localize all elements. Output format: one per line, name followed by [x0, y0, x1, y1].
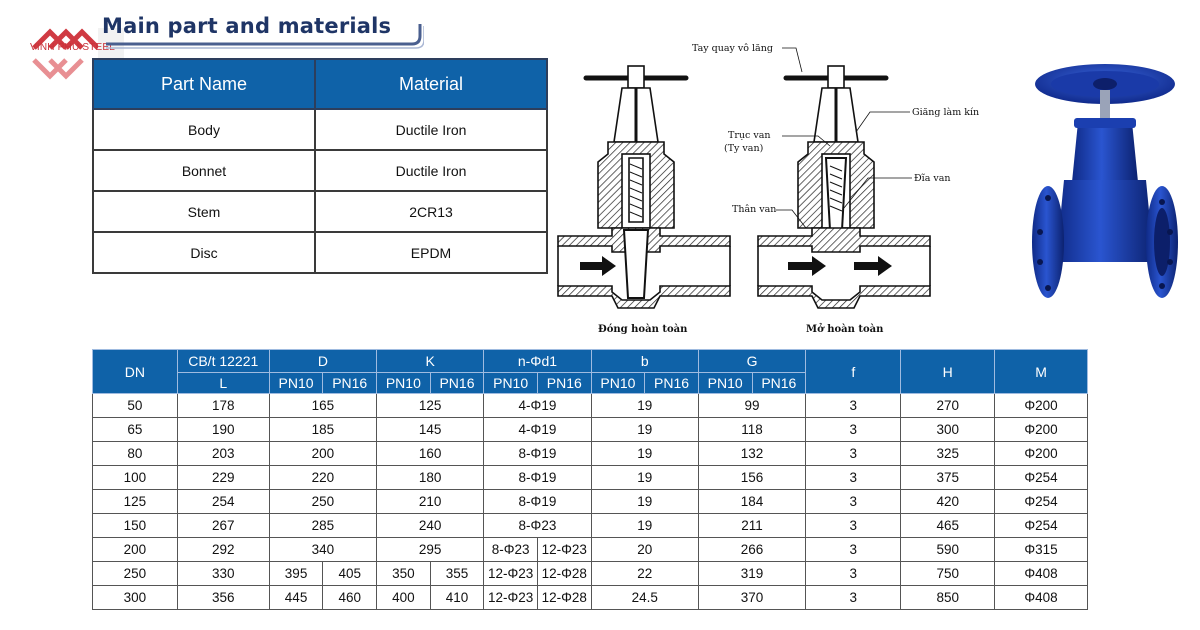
k-cell: 160: [377, 442, 484, 466]
column-header-standard: CB/t 12221: [177, 350, 269, 373]
material-cell: Ductile Iron: [315, 109, 547, 150]
k-cell: 180: [377, 466, 484, 490]
b-cell: 20: [591, 538, 698, 562]
dn-cell: 250: [93, 562, 178, 586]
column-header-l: L: [177, 373, 269, 394]
column-header-part-name: Part Name: [93, 59, 315, 109]
k-cell: 240: [377, 514, 484, 538]
m-cell: Φ408: [995, 562, 1088, 586]
k-cell: 295: [377, 538, 484, 562]
length-cell: 356: [177, 586, 269, 610]
label-stem: Trục van: [728, 130, 771, 141]
length-cell: 229: [177, 466, 269, 490]
g-cell: 184: [698, 490, 805, 514]
length-cell: 267: [177, 514, 269, 538]
k-pn16-cell: 355: [430, 562, 484, 586]
caption-closed: Đóng hoàn toàn: [598, 324, 688, 335]
dn-cell: 65: [93, 418, 178, 442]
b-cell: 19: [591, 442, 698, 466]
h-cell: 375: [901, 466, 995, 490]
part-name-cell: Body: [93, 109, 315, 150]
m-cell: Φ408: [995, 586, 1088, 610]
dimensions-table: [92, 349, 1088, 610]
b-cell: 24.5: [591, 586, 698, 610]
g-cell: 132: [698, 442, 805, 466]
dn-cell: 200: [93, 538, 178, 562]
column-header-f: f: [806, 350, 901, 394]
h-cell: 270: [901, 394, 995, 418]
n-cell: 8-Φ19: [484, 466, 591, 490]
column-header-m: M: [995, 350, 1088, 394]
f-cell: 3: [806, 538, 901, 562]
n-cell: 4-Φ19: [484, 394, 591, 418]
f-cell: 3: [806, 562, 901, 586]
subheader-pn10: PN10: [484, 373, 538, 394]
k-pn16-cell: 410: [430, 586, 484, 610]
dn-cell: 50: [93, 394, 178, 418]
table-row: [93, 394, 1088, 418]
section-heading: Main part and materials: [102, 14, 392, 38]
d-pn10-cell: 395: [269, 562, 323, 586]
table-row: [93, 538, 1088, 562]
column-header-bolt-holes: n-Φd1: [484, 350, 591, 373]
material-cell: 2CR13: [315, 191, 547, 232]
k-cell: 125: [377, 394, 484, 418]
column-header-g: G: [698, 350, 805, 373]
label-seal: Giăng làm kín: [912, 107, 980, 118]
length-cell: 203: [177, 442, 269, 466]
part-name-cell: Stem: [93, 191, 315, 232]
dn-cell: 125: [93, 490, 178, 514]
part-name-cell: Bonnet: [93, 150, 315, 191]
material-cell: Ductile Iron: [315, 150, 547, 191]
g-cell: 118: [698, 418, 805, 442]
g-cell: 99: [698, 394, 805, 418]
subheader-pn10: PN10: [377, 373, 431, 394]
f-cell: 3: [806, 418, 901, 442]
caption-open: Mở hoàn toàn: [806, 324, 884, 335]
h-cell: 850: [901, 586, 995, 610]
m-cell: Φ200: [995, 418, 1088, 442]
material-cell: EPDM: [315, 232, 547, 273]
column-header-d: D: [269, 350, 376, 373]
column-header-dn: DN: [93, 350, 178, 394]
dn-cell: 100: [93, 466, 178, 490]
d-cell: 220: [269, 466, 376, 490]
d-pn16-cell: 405: [323, 562, 377, 586]
table-row: [93, 466, 1088, 490]
f-cell: 3: [806, 514, 901, 538]
h-cell: 420: [901, 490, 995, 514]
h-cell: 590: [901, 538, 995, 562]
h-cell: 300: [901, 418, 995, 442]
n-cell: 8-Φ19: [484, 442, 591, 466]
g-cell: 156: [698, 466, 805, 490]
valve-cross-section-diagram: [550, 38, 1000, 338]
gate-valve-photo-icon: [1030, 62, 1180, 308]
b-cell: 19: [591, 418, 698, 442]
g-cell: 319: [698, 562, 805, 586]
n-cell: 4-Φ19: [484, 418, 591, 442]
k-pn10-cell: 400: [377, 586, 431, 610]
subheader-pn16: PN16: [645, 373, 699, 394]
subheader-pn16: PN16: [537, 373, 591, 394]
m-cell: Φ254: [995, 490, 1088, 514]
m-cell: Φ315: [995, 538, 1088, 562]
n-cell: 8-Φ23: [484, 514, 591, 538]
f-cell: 3: [806, 490, 901, 514]
table-row: [93, 562, 1088, 586]
d-pn16-cell: 460: [323, 586, 377, 610]
dn-cell: 300: [93, 586, 178, 610]
d-cell: 200: [269, 442, 376, 466]
subheader-pn16: PN16: [430, 373, 484, 394]
column-header-h: H: [901, 350, 995, 394]
length-cell: 190: [177, 418, 269, 442]
n-pn16-cell: 12-Φ28: [537, 586, 591, 610]
dimensions-table-body: [93, 394, 1088, 610]
label-handwheel: Tay quay vô lăng: [692, 43, 773, 54]
length-cell: 254: [177, 490, 269, 514]
d-cell: 165: [269, 394, 376, 418]
dn-cell: 150: [93, 514, 178, 538]
n-cell: 8-Φ19: [484, 490, 591, 514]
column-header-k: K: [377, 350, 484, 373]
f-cell: 3: [806, 466, 901, 490]
parts-materials-table: [92, 58, 548, 274]
d-pn10-cell: 445: [269, 586, 323, 610]
open-valve-drawing: [758, 66, 930, 308]
d-cell: 340: [269, 538, 376, 562]
table-row: [93, 490, 1088, 514]
column-header-material: Material: [315, 59, 547, 109]
table-row: [93, 150, 547, 191]
g-cell: 266: [698, 538, 805, 562]
table-row: [93, 514, 1088, 538]
b-cell: 19: [591, 514, 698, 538]
subheader-pn10: PN10: [698, 373, 752, 394]
length-cell: 330: [177, 562, 269, 586]
m-cell: Φ254: [995, 466, 1088, 490]
subheader-pn10: PN10: [269, 373, 323, 394]
f-cell: 3: [806, 442, 901, 466]
subheader-pn10: PN10: [591, 373, 645, 394]
table-row: [93, 418, 1088, 442]
k-cell: 210: [377, 490, 484, 514]
d-cell: 285: [269, 514, 376, 538]
m-cell: Φ254: [995, 514, 1088, 538]
k-cell: 145: [377, 418, 484, 442]
subheader-pn16: PN16: [323, 373, 377, 394]
label-body: Thân van: [732, 204, 777, 215]
k-pn10-cell: 350: [377, 562, 431, 586]
d-cell: 250: [269, 490, 376, 514]
table-row: [93, 109, 547, 150]
table-row: [93, 232, 547, 273]
n-pn16-cell: 12-Φ28: [537, 562, 591, 586]
d-cell: 185: [269, 418, 376, 442]
f-cell: 3: [806, 394, 901, 418]
logo-text: VINH PHU STEEL: [30, 42, 116, 53]
g-cell: 211: [698, 514, 805, 538]
b-cell: 19: [591, 490, 698, 514]
closed-valve-drawing: [558, 66, 730, 308]
m-cell: Φ200: [995, 442, 1088, 466]
f-cell: 3: [806, 586, 901, 610]
h-cell: 325: [901, 442, 995, 466]
n-pn10-cell: 12-Φ23: [484, 562, 538, 586]
table-row: [93, 586, 1088, 610]
part-name-cell: Disc: [93, 232, 315, 273]
b-cell: 19: [591, 394, 698, 418]
g-cell: 370: [698, 586, 805, 610]
dn-cell: 80: [93, 442, 178, 466]
b-cell: 22: [591, 562, 698, 586]
b-cell: 19: [591, 466, 698, 490]
label-stem-alt: (Ty van): [724, 143, 764, 154]
h-cell: 465: [901, 514, 995, 538]
n-pn16-cell: 12-Φ23: [537, 538, 591, 562]
column-header-b: b: [591, 350, 698, 373]
length-cell: 178: [177, 394, 269, 418]
subheader-pn16: PN16: [752, 373, 806, 394]
n-pn10-cell: 12-Φ23: [484, 586, 538, 610]
n-pn10-cell: 8-Φ23: [484, 538, 538, 562]
m-cell: Φ200: [995, 394, 1088, 418]
table-row: [93, 191, 547, 232]
length-cell: 292: [177, 538, 269, 562]
h-cell: 750: [901, 562, 995, 586]
table-row: [93, 442, 1088, 466]
label-disc: Đĩa van: [914, 173, 951, 184]
